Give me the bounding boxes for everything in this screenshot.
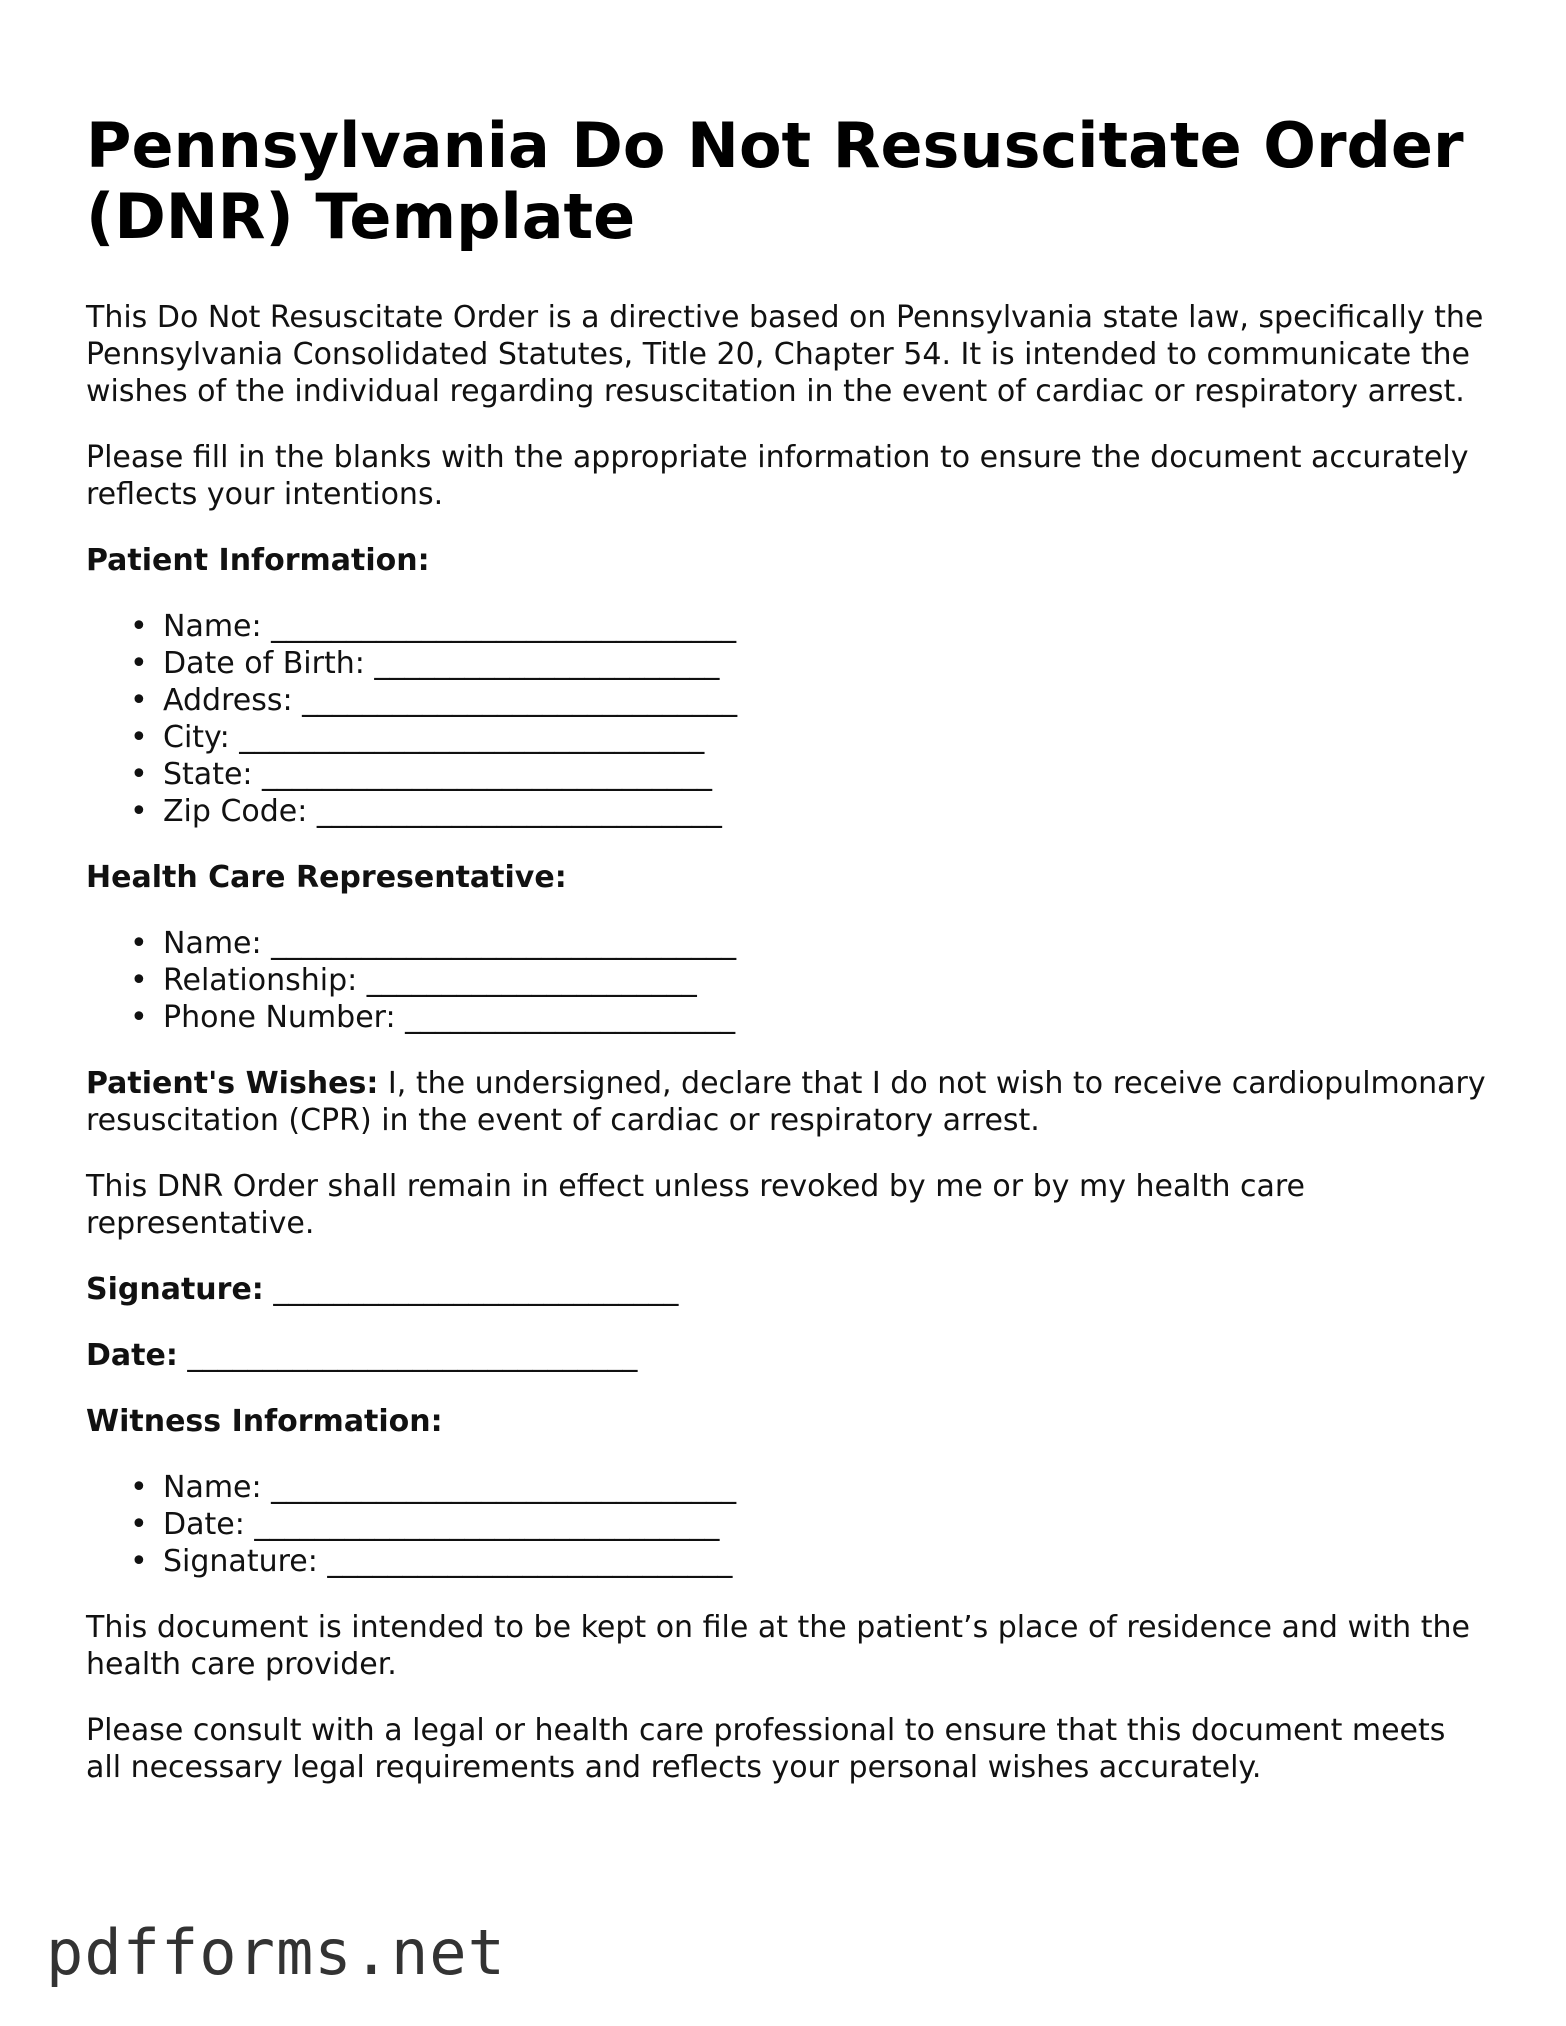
bullet-icon: • [130, 609, 148, 644]
wishes-text: I, the undersigned, declare that I do not wish to receive cardiopulmonary resuscitation (CPR) in the event of cardiac or respiratory arrest. [86, 1066, 1486, 1138]
representative-relationship-field[interactable]: • Relationship: ______________________ [130, 963, 697, 998]
representative-heading: Health Care Representative: [86, 860, 567, 895]
watermark-logo: pdfforms.net [46, 1916, 506, 1989]
representative-name-field[interactable]: • Name: _______________________________ [130, 926, 737, 961]
bullet-icon: • [130, 1507, 148, 1542]
witness-signature-field[interactable]: • Signature: ___________________________ [130, 1544, 733, 1579]
witness-heading: Witness Information: [86, 1404, 443, 1439]
witness-name-field[interactable]: • Name: _______________________________ [130, 1470, 737, 1505]
patient-info-heading: Patient Information: [86, 543, 430, 578]
patient-name-field[interactable]: • Name: _______________________________ [130, 609, 737, 644]
consult-note-paragraph: Please consult with a legal or health care professional to ensure that this document meets all necessary legal requirements and reflects your personal wishes accurately. [86, 1713, 1446, 1785]
file-note-paragraph: This document is intended to be kept on file at the patient’s place of residence and with the health care provider. [86, 1610, 1470, 1682]
date-line[interactable] [86, 1337, 1486, 1374]
wishes-label: Patient's Wishes: [86, 1066, 379, 1101]
bullet-icon: • [130, 794, 148, 829]
signature-line[interactable] [86, 1271, 1486, 1308]
patient-city-field[interactable]: • City: _______________________________ [130, 720, 705, 755]
document-page [86, 110, 1486, 1815]
date-blank: ______________________________ [177, 1338, 638, 1373]
instructions-paragraph: Please fill in the blanks with the appropriate information to ensure the document accurately reflects your intentions. [86, 440, 1469, 512]
bullet-icon: • [130, 720, 148, 755]
document-title: Pennsylvania Do Not Resuscitate Order (DNR) Template [86, 109, 1464, 253]
representative-list [86, 925, 1486, 1036]
patient-zip-field[interactable]: • Zip Code: ___________________________ [130, 794, 722, 829]
bullet-icon: • [130, 926, 148, 961]
intro-paragraph: This Do Not Resuscitate Order is a directive based on Pennsylvania state law, specifically the Pennsylvania Consolidated Statutes, Title 20, Chapter 54. It is intended to communicate the wishes of the individual regarding resuscitation in the event of cardiac or respiratory arrest. [86, 300, 1484, 409]
bullet-icon: • [130, 1470, 148, 1505]
wishes-paragraph [86, 1065, 1486, 1139]
signature-label: Signature: [86, 1272, 264, 1307]
signature-blank: ___________________________ [263, 1272, 679, 1307]
bullet-icon: • [130, 683, 148, 718]
witness-list [86, 1469, 1486, 1580]
patient-dob-field[interactable]: • Date of Birth: _______________________ [130, 646, 720, 681]
bullet-icon: • [130, 646, 148, 681]
patient-address-field[interactable]: • Address: _____________________________ [130, 683, 738, 718]
bullet-icon: • [130, 757, 148, 792]
patient-info-list [86, 608, 1486, 830]
date-label: Date: [86, 1338, 178, 1373]
witness-date-field[interactable]: • Date: _______________________________ [130, 1507, 720, 1542]
bullet-icon: • [130, 1544, 148, 1579]
effect-paragraph: This DNR Order shall remain in effect unless revoked by me or by my health care representative. [86, 1169, 1305, 1241]
bullet-icon: • [130, 1000, 148, 1035]
representative-phone-field[interactable]: • Phone Number: ______________________ [130, 1000, 736, 1035]
patient-state-field[interactable]: • State: ______________________________ [130, 757, 713, 792]
bullet-icon: • [130, 963, 148, 998]
